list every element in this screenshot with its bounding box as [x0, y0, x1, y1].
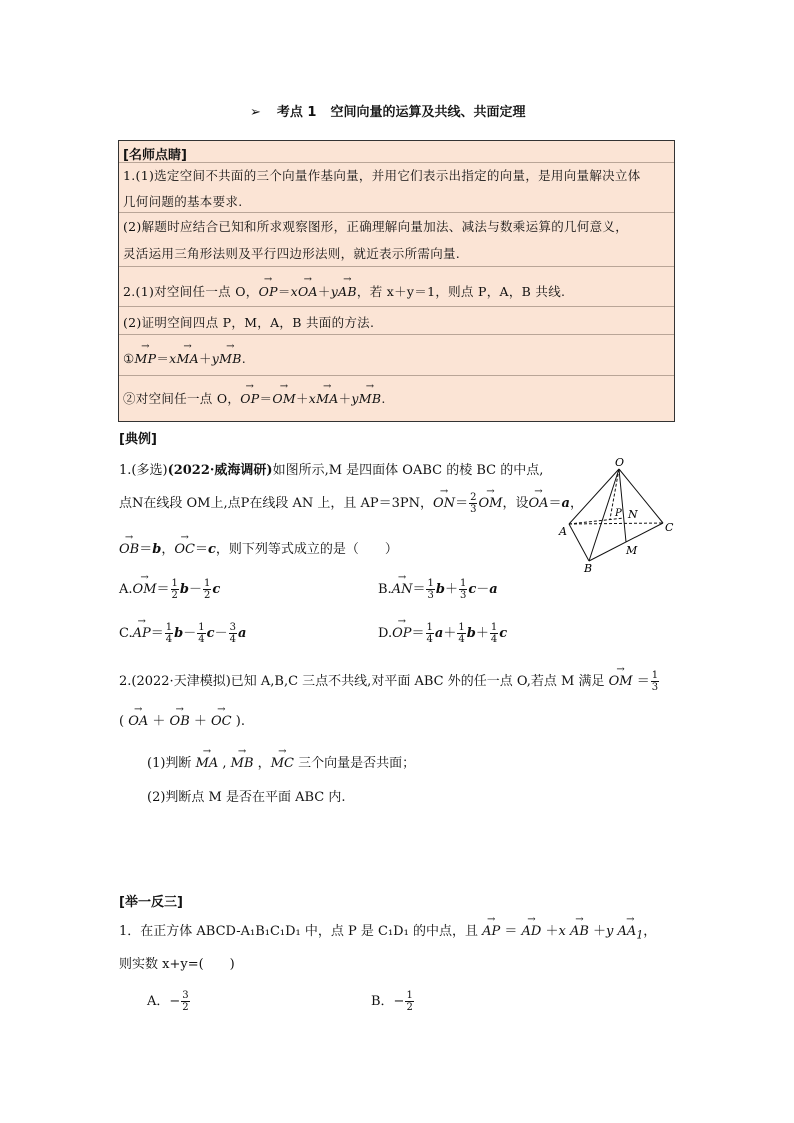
tip-line: 几何问题的基本要求.	[123, 194, 243, 209]
tip-line: 1.(1)选定空间不共面的三个向量作基向量，并用它们表示出指定的向量，是用向量解决立体	[123, 168, 641, 183]
edge-OC	[619, 469, 663, 523]
divider	[119, 334, 674, 335]
example-q1-line3: → OB＝b，→ OC＝c，则下列等式成立的是（ ）	[119, 538, 398, 557]
segment-OM	[619, 469, 626, 542]
example-q2-sub1: (1)判断 → MA , → MB ，→ MC 三个向量是否共面；	[147, 752, 415, 771]
edge-AB	[569, 524, 589, 561]
divider	[119, 266, 674, 267]
label-O: O	[615, 456, 625, 469]
example-q2-sub2: (2)判断点 M 是否在平面 ABC 内.	[147, 790, 346, 805]
example-heading: [典例]	[119, 432, 157, 447]
tip-line: 灵活运用三角形法则及平行四边形法则，就近表示所需向量.	[123, 246, 461, 261]
tip-box	[118, 140, 675, 422]
tip-line: ②对空间任一点 O，→ OP＝→ OM＋x→ MA＋y→ MB.	[123, 389, 386, 407]
divider	[119, 162, 674, 163]
example-q2-line2: ( → OA ＋ → OB ＋ → OC ).	[119, 710, 245, 729]
divider	[119, 306, 674, 307]
divider	[119, 212, 674, 213]
tip-line: 2.(1)对空间任一点 O，→ OP＝x→ OA＋y→ AB，若 x＋y＝1，则点 P，A，B 共线.	[123, 282, 565, 300]
divider	[119, 375, 674, 376]
practice-q1-line1: 1．在正方体 ABCD-A₁B₁C₁D₁ 中，点 P 是 C₁D₁ 的中点，且 → AP ＝ → AD ＋x → AB $+y \to AA_1$，	[119, 920, 656, 942]
section-label: 考点 1	[276, 105, 317, 120]
practice-option-b[interactable]: B．− $\frac{1}{2}$	[371, 990, 413, 1013]
label-C: C	[665, 521, 674, 534]
label-P: P	[615, 508, 622, 519]
label-B: B	[584, 562, 593, 575]
edge-OA	[569, 469, 619, 524]
example-q2-line1: 2.(2022·天津模拟)已知 A,B,C 三点不共线,对平面 ABC 外的任一点 O,若点 M 满足 → OM ＝ $\frac{1}{3}$	[119, 670, 660, 693]
label-A: A	[559, 525, 567, 538]
option-a[interactable]: A.→ OM＝ $\frac{1}{2}$ b－ $\frac{1}{2}$ c	[119, 578, 220, 601]
practice-heading: [举一反三]	[119, 895, 183, 910]
label-M: M	[626, 544, 638, 557]
label-N: N	[628, 508, 638, 521]
practice-option-a[interactable]: A．− $\frac{3}{2}$	[147, 990, 189, 1013]
edge-AC	[569, 523, 663, 524]
arrow-marker-icon: ➢	[250, 105, 261, 120]
option-b[interactable]: B.→ AN＝ $\frac{1}{3}$ b＋ $\frac{1}{3}$ c－a	[378, 578, 498, 601]
section-text: 空间向量的运算及共线、共面定理	[330, 105, 526, 120]
tip-heading: [名师点睛]	[123, 148, 187, 163]
example-q1-line1: 1.(多选)(2022·威海调研)如图所示,M 是四面体 OABC 的棱 BC 的中点,	[119, 463, 544, 478]
tetrahedron-figure	[553, 454, 683, 576]
option-c[interactable]: C.→ AP＝ $\frac{1}{4}$ b－ $\frac{1}{4}$ c－ $\frac{3}{4}$ a	[119, 622, 246, 645]
practice-q1-line2: 则实数 x+y=( )	[119, 957, 235, 972]
section-title	[250, 101, 526, 120]
option-d[interactable]: D.→ OP＝ $\frac{1}{4}$ a＋ $\frac{1}{4}$ b＋ $\frac{1}{4}$ c	[378, 622, 507, 645]
example-q1-line2: 点N在线段 OM上,点P在线段 AN 上，且 AP＝3PN，→ ON＝ $\frac{2}{3}$ → OM，设→ OA＝a，	[119, 492, 583, 515]
tip-line: (2)解题时应结合已知和所求观察图形，正确理解向量加法、减法与数乘运算的几何意义，	[123, 219, 629, 234]
tip-line: ①→ MP＝x→ MA＋y→ MB.	[123, 349, 246, 367]
tip-line: (2)证明空间四点 P，M，A，B 共面的方法.	[123, 315, 375, 330]
